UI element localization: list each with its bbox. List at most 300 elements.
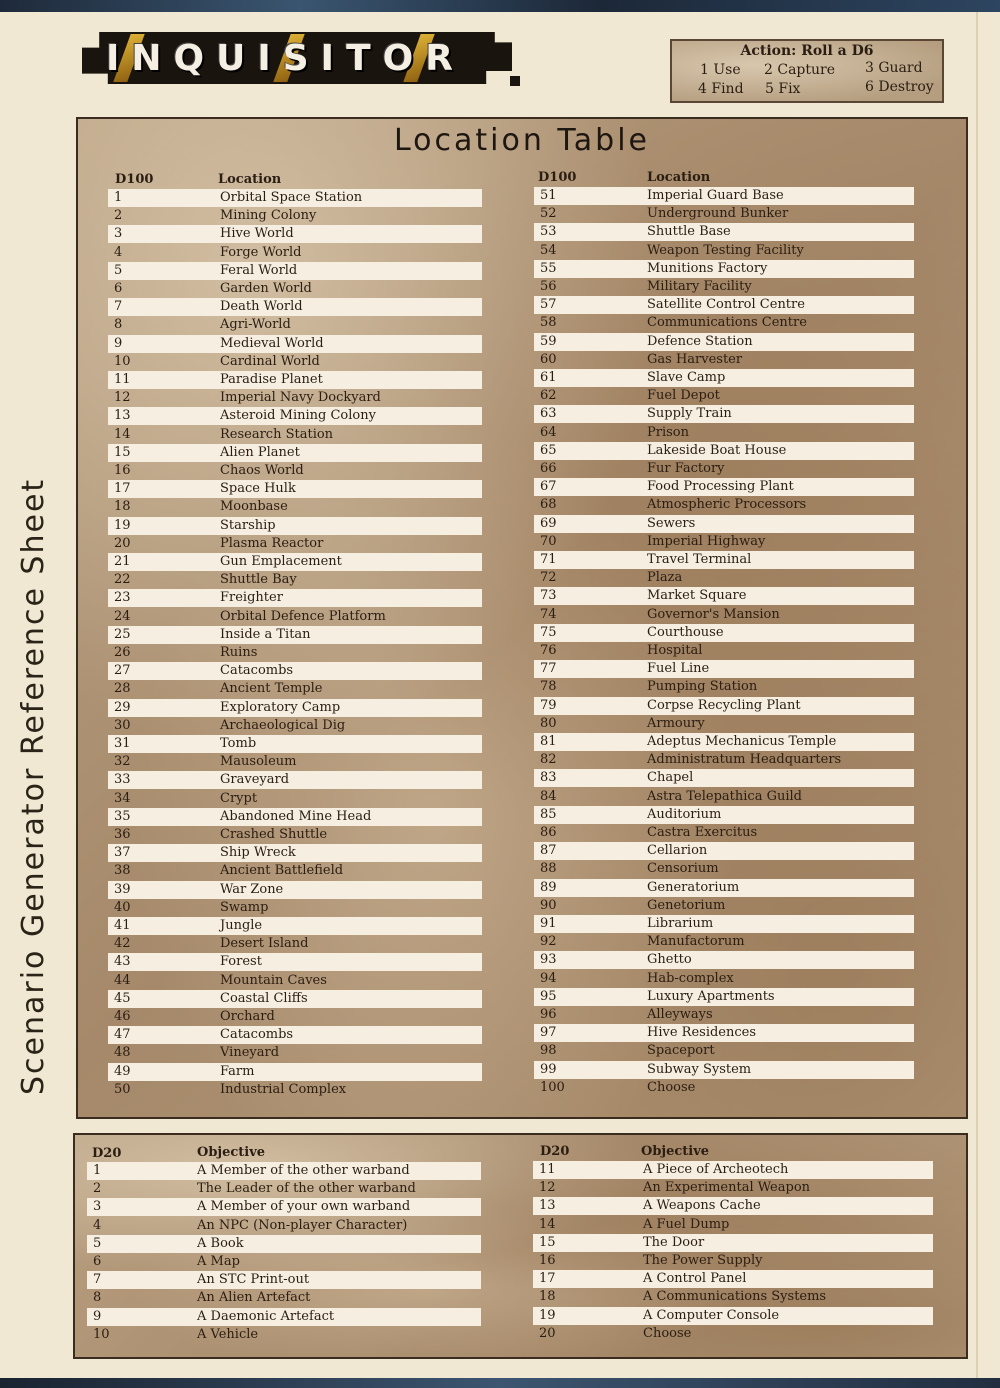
location-row <box>108 953 482 971</box>
location-name: Armoury <box>647 715 705 731</box>
location-row <box>108 407 482 425</box>
objective-row <box>87 1235 481 1253</box>
location-name: Ship Wreck <box>220 845 296 861</box>
location-name: Agri-World <box>220 317 291 333</box>
location-name: Space Hulk <box>220 481 296 497</box>
location-row <box>108 717 482 735</box>
location-name: Industrial Complex <box>220 1081 347 1097</box>
location-name: Alien Planet <box>220 444 300 460</box>
roll-number: 5 <box>114 262 123 278</box>
location-name: Vineyard <box>220 1045 280 1061</box>
roll-number: 46 <box>114 1009 131 1024</box>
location-name: Genetorium <box>647 897 726 913</box>
roll-number: 26 <box>114 645 131 660</box>
location-row <box>108 353 482 371</box>
location-row <box>534 988 914 1006</box>
roll-number: 20 <box>539 1325 556 1341</box>
location-row <box>534 915 914 933</box>
location-name: Swamp <box>220 899 269 915</box>
roll-number: 15 <box>539 1234 556 1250</box>
objective-row <box>533 1252 933 1270</box>
location-name: Chaos World <box>220 463 304 478</box>
location-row <box>108 753 482 771</box>
location-row <box>534 496 914 514</box>
roll-number: 2 <box>93 1181 102 1197</box>
roll-number: 67 <box>540 479 557 495</box>
roll-number: 3 <box>93 1199 102 1215</box>
location-row <box>534 296 914 314</box>
location-row <box>534 788 914 806</box>
location-row <box>534 842 914 860</box>
roll-number: 18 <box>114 499 131 515</box>
location-row <box>534 587 914 605</box>
roll-number: 88 <box>540 861 557 877</box>
roll-number: 29 <box>114 699 131 715</box>
location-row <box>108 881 482 899</box>
location-row <box>534 187 914 205</box>
location-name: Catacombs <box>220 663 294 679</box>
location-name: Military Facility <box>647 279 752 294</box>
location-name: Auditorium <box>647 806 722 822</box>
location-row <box>534 223 914 241</box>
objective-name: An NPC (Non-player Character) <box>197 1217 408 1233</box>
location-row <box>534 697 914 715</box>
location-name: Ghetto <box>647 952 692 968</box>
roll-number: 15 <box>114 444 131 460</box>
location-row <box>534 824 914 842</box>
location-name: Hab-complex <box>647 970 734 986</box>
roll-number: 36 <box>114 827 131 842</box>
action-item: 4 Find <box>698 81 744 97</box>
roll-number: 63 <box>540 406 557 422</box>
location-name: Inside a Titan <box>220 626 311 642</box>
roll-number: 4 <box>93 1217 102 1233</box>
roll-number: 23 <box>114 590 131 606</box>
location-name: Defence Station <box>647 333 753 349</box>
left-objective-header: Objective <box>197 1145 266 1160</box>
location-row <box>108 699 482 717</box>
roll-number: 31 <box>114 736 131 751</box>
roll-number: 40 <box>114 899 131 915</box>
location-row <box>108 662 482 680</box>
roll-number: 11 <box>539 1162 556 1177</box>
location-row <box>534 970 914 988</box>
location-row <box>534 769 914 787</box>
objective-row <box>533 1307 933 1325</box>
location-name: Censorium <box>647 861 719 877</box>
roll-number: 82 <box>540 752 557 768</box>
roll-number: 91 <box>540 916 557 931</box>
location-name: Desert Island <box>220 936 309 952</box>
roll-number: 14 <box>114 426 131 442</box>
location-name: Fur Factory <box>647 461 725 476</box>
roll-number: 24 <box>114 608 131 624</box>
roll-number: 3 <box>114 226 123 242</box>
roll-number: 94 <box>540 970 557 986</box>
location-row <box>534 660 914 678</box>
roll-number: 61 <box>540 370 557 385</box>
location-row <box>108 626 482 644</box>
roll-number: 64 <box>540 424 557 440</box>
objective-name: Choose <box>643 1325 692 1341</box>
location-name: Administratum Headquarters <box>647 752 842 768</box>
roll-number: 77 <box>540 661 557 677</box>
location-row <box>534 551 914 569</box>
location-name: Ancient Temple <box>220 681 323 697</box>
roll-number: 30 <box>114 717 131 733</box>
roll-number: 75 <box>540 624 557 640</box>
location-name: Research Station <box>220 426 334 442</box>
location-name: Underground Bunker <box>647 206 789 222</box>
location-row <box>534 424 914 442</box>
location-name: Fuel Depot <box>647 388 720 404</box>
location-name: Imperial Guard Base <box>647 188 784 203</box>
location-name: Ruins <box>220 645 258 660</box>
location-row <box>534 387 914 405</box>
objective-row <box>87 1180 481 1198</box>
roll-number: 90 <box>540 897 557 913</box>
location-row <box>534 879 914 897</box>
action-item: 6 Destroy <box>865 79 934 95</box>
roll-number: 42 <box>114 936 131 952</box>
objective-name: A Computer Console <box>643 1307 780 1323</box>
roll-number: 33 <box>114 772 131 788</box>
roll-number: 22 <box>114 572 131 588</box>
roll-number: 51 <box>540 188 557 203</box>
objective-row <box>87 1162 481 1180</box>
location-row <box>108 316 482 334</box>
location-name: Farm <box>220 1063 255 1079</box>
objective-name: An STC Print-out <box>197 1272 310 1288</box>
roll-number: 39 <box>114 881 131 897</box>
roll-number: 12 <box>114 390 131 406</box>
location-row <box>534 478 914 496</box>
roll-number: 1 <box>114 190 123 205</box>
location-name: Mountain Caves <box>220 972 327 988</box>
right-location-header: Location <box>647 170 711 185</box>
location-row <box>108 808 482 826</box>
location-name: Supply Train <box>647 406 732 422</box>
roll-number: 53 <box>540 224 557 240</box>
roll-number: 2 <box>114 208 123 224</box>
location-name: Governor's Mansion <box>647 606 780 622</box>
location-row <box>534 351 914 369</box>
roll-number: 6 <box>93 1254 102 1269</box>
location-row <box>108 790 482 808</box>
location-row <box>534 606 914 624</box>
roll-number: 17 <box>539 1271 556 1287</box>
location-name: Courthouse <box>647 624 724 640</box>
location-name: Munitions Factory <box>647 260 768 276</box>
location-row <box>108 571 482 589</box>
location-row <box>108 1063 482 1081</box>
location-row <box>108 935 482 953</box>
roll-number: 18 <box>539 1289 556 1305</box>
location-row <box>108 462 482 480</box>
roll-number: 87 <box>540 843 557 859</box>
location-name: Orbital Space Station <box>220 190 363 205</box>
roll-number: 78 <box>540 679 557 695</box>
page-fold <box>976 12 978 1378</box>
location-row <box>534 314 914 332</box>
roll-number: 58 <box>540 315 557 331</box>
objective-name: An Alien Artefact <box>197 1290 311 1306</box>
action-item: 2 Capture <box>764 62 835 78</box>
roll-number: 48 <box>114 1045 131 1061</box>
location-name: Food Processing Plant <box>647 479 794 495</box>
logo-dot <box>510 76 520 86</box>
roll-number: 81 <box>540 734 557 749</box>
inquisitor-logo <box>82 26 522 92</box>
objective-name: A Control Panel <box>643 1271 747 1287</box>
location-name: Starship <box>220 517 276 533</box>
location-name: Orchard <box>220 1009 275 1024</box>
location-row <box>108 844 482 862</box>
objective-name: A Map <box>197 1254 240 1269</box>
objective-row <box>87 1217 481 1235</box>
location-row <box>108 553 482 571</box>
roll-number: 10 <box>114 353 131 369</box>
location-name: Freighter <box>220 590 283 606</box>
location-row <box>534 515 914 533</box>
location-table <box>76 117 968 1119</box>
location-row <box>534 751 914 769</box>
location-row <box>534 933 914 951</box>
roll-number: 5 <box>93 1235 102 1251</box>
roll-number: 68 <box>540 497 557 513</box>
location-row <box>108 917 482 935</box>
location-name: Paradise Planet <box>220 372 323 387</box>
location-row <box>534 897 914 915</box>
location-row <box>108 680 482 698</box>
roll-number: 97 <box>540 1025 557 1041</box>
location-name: Abandoned Mine Head <box>220 808 372 824</box>
objective-row <box>87 1289 481 1307</box>
location-name: Forest <box>220 954 262 970</box>
location-name: Forge World <box>220 244 302 260</box>
location-name: Coastal Cliffs <box>220 990 308 1006</box>
location-row <box>108 498 482 516</box>
objective-name: A Member of the other warband <box>197 1163 410 1178</box>
roll-number: 9 <box>93 1308 102 1324</box>
roll-number: 100 <box>540 1079 565 1095</box>
roll-number: 96 <box>540 1007 557 1022</box>
location-name: Exploratory Camp <box>220 699 341 715</box>
location-name: Atmospheric Processors <box>647 497 807 513</box>
left-roll-header: D100 <box>115 172 154 187</box>
roll-number: 17 <box>114 481 131 497</box>
location-name: Catacombs <box>220 1027 294 1043</box>
location-name: Gas Harvester <box>647 351 743 367</box>
roll-number: 9 <box>114 335 123 351</box>
roll-number: 56 <box>540 279 557 294</box>
location-name: Lakeside Boat House <box>647 442 787 458</box>
objective-name: A Communications Systems <box>643 1289 827 1305</box>
roll-number: 19 <box>114 517 131 533</box>
right-roll-header: D20 <box>540 1144 570 1159</box>
location-row <box>108 862 482 880</box>
location-row <box>108 335 482 353</box>
location-row <box>108 189 482 207</box>
location-row <box>108 280 482 298</box>
location-row <box>108 589 482 607</box>
roll-number: 92 <box>540 934 557 950</box>
location-row <box>534 1042 914 1060</box>
location-name: Moonbase <box>220 499 288 515</box>
action-item: 1 Use <box>700 62 741 78</box>
roll-number: 38 <box>114 863 131 879</box>
location-row <box>108 608 482 626</box>
objective-row <box>533 1216 933 1234</box>
location-name: Hive Residences <box>647 1025 757 1041</box>
objective-row <box>533 1270 933 1288</box>
location-row <box>534 715 914 733</box>
roll-number: 47 <box>114 1027 131 1043</box>
location-row <box>534 442 914 460</box>
roll-number: 35 <box>114 808 131 824</box>
action-item: 3 Guard <box>865 60 923 76</box>
location-name: Sewers <box>647 515 696 531</box>
roll-number: 6 <box>114 281 123 296</box>
roll-number: 7 <box>114 299 123 315</box>
objective-row <box>533 1325 933 1343</box>
roll-number: 66 <box>540 461 557 476</box>
location-name: Imperial Navy Dockyard <box>220 390 381 406</box>
objective-name: The Door <box>643 1234 705 1250</box>
location-row <box>534 369 914 387</box>
roll-number: 70 <box>540 533 557 549</box>
location-row <box>108 535 482 553</box>
location-row <box>534 642 914 660</box>
location-name: Corpse Recycling Plant <box>647 697 801 713</box>
location-name: Hospital <box>647 643 703 658</box>
location-row <box>108 899 482 917</box>
roll-number: 34 <box>114 790 131 806</box>
location-name: Adeptus Mechanicus Temple <box>647 734 837 749</box>
location-row <box>534 533 914 551</box>
location-row <box>108 1044 482 1062</box>
location-name: Jungle <box>220 918 263 933</box>
location-name: Asteroid Mining Colony <box>220 408 376 424</box>
roll-number: 80 <box>540 715 557 731</box>
roll-number: 85 <box>540 806 557 822</box>
roll-number: 37 <box>114 845 131 861</box>
objective-row <box>87 1271 481 1289</box>
roll-number: 13 <box>114 408 131 424</box>
location-name: Ancient Battlefield <box>220 863 344 879</box>
location-row <box>534 806 914 824</box>
objective-row <box>533 1161 933 1179</box>
location-row <box>534 405 914 423</box>
location-name: Feral World <box>220 262 298 278</box>
objective-table <box>73 1133 968 1359</box>
location-name: Prison <box>647 424 689 440</box>
roll-number: 32 <box>114 754 131 770</box>
roll-number: 13 <box>539 1198 556 1214</box>
objective-name: A Vehicle <box>197 1326 259 1342</box>
roll-number: 98 <box>540 1043 557 1059</box>
location-row <box>534 333 914 351</box>
objective-row <box>533 1197 933 1215</box>
location-name: Crashed Shuttle <box>220 827 328 842</box>
objective-row <box>533 1288 933 1306</box>
objective-name: A Piece of Archeotech <box>643 1162 789 1177</box>
location-name: Weapon Testing Facility <box>647 242 804 258</box>
location-name: Generatorium <box>647 879 740 895</box>
location-name: Manufactorum <box>647 934 745 950</box>
location-name: Garden World <box>220 281 312 296</box>
location-row <box>108 735 482 753</box>
roll-number: 8 <box>93 1290 102 1306</box>
objective-name: An Experimental Weapon <box>643 1180 811 1196</box>
objective-row <box>87 1326 481 1344</box>
location-row <box>108 826 482 844</box>
roll-number: 72 <box>540 570 557 586</box>
roll-number: 60 <box>540 351 557 367</box>
location-row <box>534 860 914 878</box>
roll-number: 71 <box>540 552 557 567</box>
roll-number: 74 <box>540 606 557 622</box>
roll-number: 41 <box>114 918 131 933</box>
roll-number: 55 <box>540 260 557 276</box>
location-row <box>108 771 482 789</box>
roll-number: 93 <box>540 952 557 968</box>
roll-number: 20 <box>114 535 131 551</box>
location-row <box>108 225 482 243</box>
objective-name: The Power Supply <box>643 1253 763 1268</box>
location-name: Alleyways <box>647 1007 713 1022</box>
location-row <box>108 990 482 1008</box>
location-row <box>534 460 914 478</box>
location-name: Graveyard <box>220 772 290 788</box>
roll-number: 73 <box>540 588 557 604</box>
location-name: Medieval World <box>220 335 324 351</box>
roll-number: 44 <box>114 972 131 988</box>
location-row <box>108 644 482 662</box>
location-row <box>108 480 482 498</box>
roll-number: 16 <box>114 463 131 478</box>
location-name: Cardinal World <box>220 353 320 369</box>
location-row <box>108 972 482 990</box>
location-name: Death World <box>220 299 303 315</box>
location-name: Gun Emplacement <box>220 554 342 569</box>
location-name: Choose <box>647 1079 696 1095</box>
location-row <box>534 678 914 696</box>
location-name: Tomb <box>220 736 257 751</box>
location-row <box>108 1008 482 1026</box>
objective-name: A Member of your own warband <box>197 1199 411 1215</box>
location-name: Fuel Line <box>647 661 710 677</box>
location-row <box>108 1026 482 1044</box>
left-location-header: Location <box>218 172 282 187</box>
roll-number: 79 <box>540 697 557 713</box>
roll-number: 84 <box>540 788 557 804</box>
action-title: Action: Roll a D6 <box>740 43 874 59</box>
roll-number: 65 <box>540 442 557 458</box>
roll-number: 50 <box>114 1081 131 1097</box>
location-row <box>108 262 482 280</box>
objective-name: A Weapons Cache <box>643 1198 761 1214</box>
location-row <box>534 260 914 278</box>
roll-number: 27 <box>114 663 131 679</box>
location-name: Slave Camp <box>647 370 726 385</box>
objective-name: A Daemonic Artefact <box>197 1308 335 1324</box>
roll-number: 12 <box>539 1180 556 1196</box>
roll-number: 4 <box>114 244 123 260</box>
roll-number: 62 <box>540 388 557 404</box>
location-name: Plasma Reactor <box>220 535 324 551</box>
roll-number: 16 <box>539 1253 556 1268</box>
